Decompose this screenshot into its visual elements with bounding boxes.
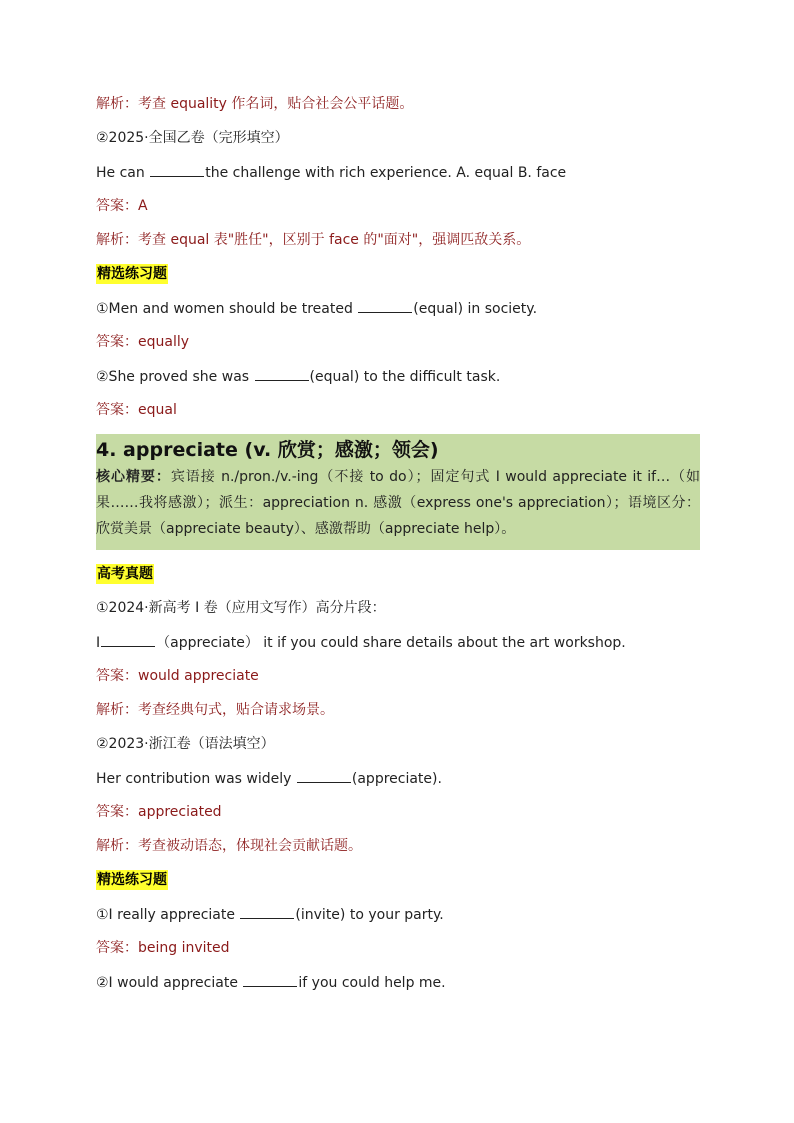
analysis-equality: 解析：考查 equality 作名词，贴合社会公平话题。 bbox=[96, 96, 414, 112]
question-text-after: if you could help me. bbox=[298, 975, 446, 991]
document-page bbox=[96, 94, 700, 1006]
answer-label: 答案： bbox=[96, 198, 138, 214]
answer-blank bbox=[150, 162, 204, 177]
answer-2025 bbox=[96, 196, 700, 216]
answer-blank bbox=[240, 904, 294, 919]
question-2025-text bbox=[96, 162, 700, 182]
section-summary bbox=[96, 464, 700, 542]
question-text-before: ②She proved she was bbox=[96, 369, 254, 385]
answer-label: 答案： bbox=[96, 804, 138, 820]
practice-2-q1 bbox=[96, 904, 700, 924]
answer-label: 答案： bbox=[96, 668, 138, 684]
analysis-2025: 解析：考查 equal 表"胜任"，区别于 face 的"面对"，强调匹敌关系。 bbox=[96, 232, 531, 248]
exam-q2-source: ②2023·浙江卷（语法填空） bbox=[96, 736, 275, 752]
question-text-before: ①I really appreciate bbox=[96, 907, 240, 923]
answer-blank bbox=[255, 366, 309, 381]
exam-q2-answer bbox=[96, 802, 700, 822]
question-text-before: ①Men and women should be treated bbox=[96, 301, 358, 317]
practice-heading-label: 精选练习题 bbox=[97, 266, 167, 282]
question-text-after: (equal) to the difficult task. bbox=[309, 369, 501, 385]
exam-heading-label: 高考真题 bbox=[97, 566, 153, 582]
question-text-after: (equal) in society. bbox=[413, 301, 538, 317]
exam-q2-text bbox=[96, 768, 700, 788]
answer-blank bbox=[358, 298, 412, 313]
question-text-before: I bbox=[96, 635, 101, 651]
question-text-after: (appreciate). bbox=[351, 771, 442, 787]
exam-q1-source: ①2024·新高考 I 卷（应用文写作）高分片段： bbox=[96, 600, 386, 616]
summary-text: 宾语接 n./pron./v.-ing（不接 to do）；固定句式 I would appreciate it if…（如果……我将感激）；派生：appreciation n. 感激（express one's appreciation）；语境区分：欣赏美景（appreciate beauty）、感激帮助（appreciate help）。 bbox=[96, 469, 700, 537]
exam-q1-analysis: 解析：考查经典句式，贴合请求场景。 bbox=[96, 702, 334, 718]
practice-1-q2-answer bbox=[96, 400, 700, 420]
section-appreciate bbox=[96, 434, 700, 550]
practice-1-q2 bbox=[96, 366, 700, 386]
answer-blank bbox=[297, 768, 351, 783]
answer-value: appreciated bbox=[138, 804, 222, 820]
summary-key: 核心精要： bbox=[96, 469, 171, 485]
question-text-before: Her contribution was widely bbox=[96, 771, 296, 787]
answer-value: would appreciate bbox=[138, 668, 259, 684]
answer-value: equal bbox=[138, 402, 177, 418]
exam-q1-text bbox=[96, 632, 700, 652]
exam-q2-analysis: 解析：考查被动语态，体现社会贡献话题。 bbox=[96, 838, 362, 854]
answer-value: A bbox=[138, 198, 148, 214]
practice-2-q1-answer bbox=[96, 938, 700, 958]
practice-heading-1 bbox=[96, 264, 700, 284]
practice-heading-2 bbox=[96, 870, 700, 890]
answer-blank bbox=[101, 632, 155, 647]
exam-q1-answer bbox=[96, 666, 700, 686]
question-text-after: (invite) to your party. bbox=[295, 907, 444, 923]
question-source-2025: ②2025·全国乙卷（完形填空） bbox=[96, 130, 289, 146]
section-title: 4. appreciate (v. 欣赏；感激；领会) bbox=[96, 439, 439, 461]
exam-heading bbox=[96, 564, 700, 584]
question-text-after: the challenge with rich experience. A. equal B. face bbox=[205, 165, 567, 181]
question-text-after: （appreciate） it if you could share details about the art workshop. bbox=[156, 635, 626, 651]
answer-blank bbox=[243, 972, 297, 987]
answer-value: equally bbox=[138, 334, 190, 350]
answer-label: 答案： bbox=[96, 334, 138, 350]
answer-label: 答案： bbox=[96, 402, 138, 418]
practice-1-q1-answer bbox=[96, 332, 700, 352]
practice-2-q2 bbox=[96, 972, 700, 992]
question-text-before: ②I would appreciate bbox=[96, 975, 243, 991]
practice-heading-label: 精选练习题 bbox=[97, 872, 167, 888]
question-text-before: He can bbox=[96, 165, 150, 181]
answer-value: being invited bbox=[138, 940, 230, 956]
practice-1-q1 bbox=[96, 298, 700, 318]
answer-label: 答案： bbox=[96, 940, 138, 956]
